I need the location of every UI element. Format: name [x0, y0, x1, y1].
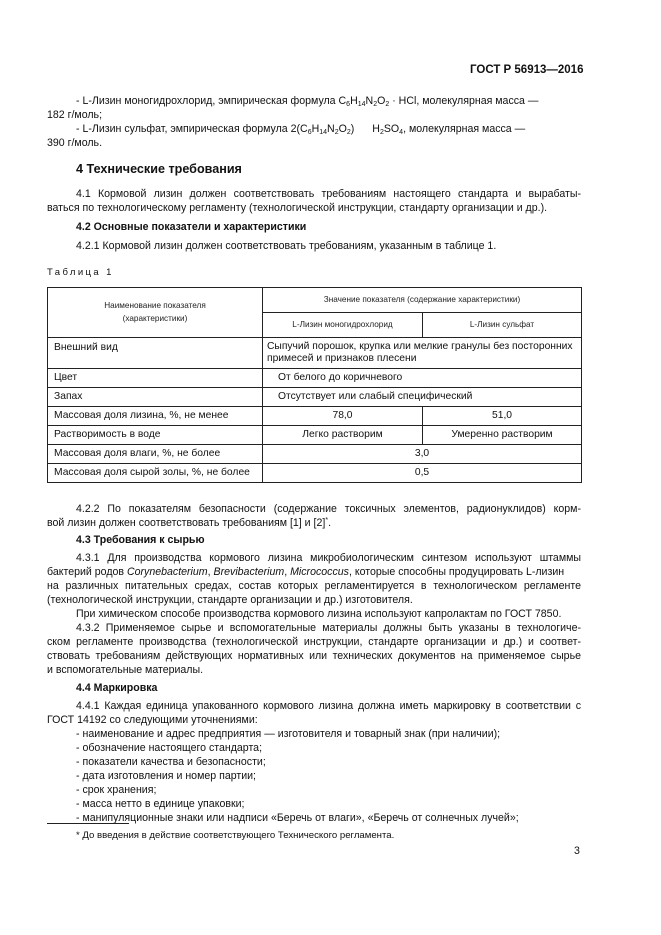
list-item: - показатели качества и безопасности; — [76, 756, 266, 768]
paragraph-4-3-1-line3: на различных питательных средах, состав которых регламентируется в технологическом регламенте — [47, 580, 581, 592]
row-value-merged: 0,5 — [263, 464, 582, 483]
list-item: - обозначение настоящего стандарта; — [76, 742, 263, 754]
paragraph-4-3-2-line1: 4.3.2 Применяемое сырье и вспомогательные материалы должны быть указаны в технологиче- — [76, 622, 581, 634]
row-name: Внешний вид — [48, 338, 263, 369]
row-name: Растворимость в воде — [48, 426, 263, 445]
table-header-row — [48, 288, 582, 313]
row-value-monohydrochloride: Легко растворим — [263, 426, 423, 445]
table-row — [48, 338, 582, 369]
list-item: - масса нетто в единице упаковки; — [76, 798, 245, 810]
list-item: - наименование и адрес предприятия — изготовителя и товарный знак (при наличии); — [76, 728, 501, 740]
footnote: * До введения в действие соответствующего Технического регламента. — [76, 830, 395, 841]
row-value-merged: От белого до коричневого — [263, 369, 582, 388]
row-name: Массовая доля влаги, %, не более — [48, 445, 263, 464]
table-row — [48, 464, 582, 483]
row-name: Цвет — [48, 369, 263, 388]
formula-lysine-hcl-mass: 182 г/моль; — [47, 109, 103, 121]
table-row — [48, 369, 582, 388]
paragraph-4-3-1-line2: бактерий родов Corynebacterium, Brevibacterium, Micrococcus, которые способны продуцировать L-лизин — [47, 566, 565, 578]
header-col-sulfate: L-Лизин сульфат — [423, 313, 582, 338]
paragraph-4-3-2-line3: ствовать требованиям действующих нормативных или технических документов на применяемое сырье — [47, 650, 581, 662]
formula-lysine-sulfate-mass: 390 г/моль. — [47, 137, 103, 149]
row-value-sulfate: 51,0 — [423, 407, 582, 426]
paragraph-4-3-1-line5: При химическом способе производства кормового лизина используют капролактам по ГОСТ 7850. — [76, 608, 562, 620]
row-name: Массовая доля лизина, %, не менее — [48, 407, 263, 426]
section-4-2-title: 4.2 Основные показатели и характеристики — [76, 221, 307, 233]
paragraph-4-1-line1: 4.1 Кормовой лизин должен соответствовать требованиям настоящего стандарта и вырабаты- — [76, 188, 581, 200]
paragraph-4-2-2-line1: 4.2.2 По показателям безопасности (содержание токсичных элементов, радионуклидов) корм- — [76, 503, 581, 515]
paragraph-4-4-1-line1: 4.4.1 Каждая единица упакованного кормового лизина должна иметь маркировку в соответствии с — [76, 700, 581, 712]
footnote-divider — [47, 823, 129, 824]
paragraph-4-4-1-line2: ГОСТ 14192 со следующими уточнениями: — [47, 714, 258, 726]
section-4-3-title: 4.3 Требования к сырью — [76, 534, 205, 546]
table-row — [48, 445, 582, 464]
header-col-monohydrochloride: L-Лизин моногидрохлорид — [263, 313, 423, 338]
paragraph-4-2-2-line2: вой лизин должен соответствовать требованиям [1] и [2]*. — [47, 517, 332, 529]
list-item: - манипуляционные знаки или надписи «Беречь от влаги», «Беречь от солнечных лучей»; — [76, 812, 519, 824]
paragraph-4-3-1-line4: (технологической инструкции, стандарте организации и др.) изготовителя. — [47, 594, 413, 606]
section-4-4-title: 4.4 Маркировка — [76, 682, 158, 694]
row-value-merged: Сыпучий порошок, крупка или мелкие гранулы без посторонних примесей и признаков плесени — [263, 338, 582, 369]
page-number: 3 — [574, 845, 580, 857]
row-name: Массовая доля сырой золы, %, не более — [48, 464, 263, 483]
row-value-merged: Отсутствует или слабый специфический — [263, 388, 582, 407]
header-indicator-value: Значение показателя (содержание характеристики) — [263, 288, 582, 313]
formula-lysine-hcl: - L-Лизин моногидрохлорид, эмпирическая формула $C_6H_{14}N_2O_2$ · HCl, молекулярная масса — — [76, 95, 539, 108]
row-value-sulfate: Умеренно растворим — [423, 426, 582, 445]
table-row — [48, 407, 582, 426]
footnote-marker: * — [325, 517, 329, 524]
row-value-merged: 3,0 — [263, 445, 582, 464]
header-indicator-name: Наименование показателя (характеристики) — [48, 288, 263, 338]
list-item: - дата изготовления и номер партии; — [76, 770, 257, 782]
document-id: ГОСТ Р 56913—2016 — [470, 64, 584, 76]
list-item: - срок хранения; — [76, 784, 157, 796]
row-value-monohydrochloride: 78,0 — [263, 407, 423, 426]
section-4-title: 4 Технические требования — [76, 162, 242, 176]
table-row — [48, 388, 582, 407]
paragraph-4-3-2-line4: и вспомогательные материалы. — [47, 664, 204, 676]
paragraph-4-3-2-line2: ском регламенте производства (технологической инструкции, стандарте организации и др.) и соответ- — [47, 636, 581, 648]
paragraph-4-2-1: 4.2.1 Кормовой лизин должен соответствовать требованиям, указанным в таблице 1. — [76, 240, 497, 252]
table-row — [48, 426, 582, 445]
row-name: Запах — [48, 388, 263, 407]
formula-lysine-sulfate: - L-Лизин сульфат, эмпирическая формула $2(C_6H_{14}N_2O_2)$ $H_2SO_4$, молекулярная масса — — [76, 123, 526, 136]
requirements-table — [47, 287, 582, 483]
paragraph-4-3-1-line1: 4.3.1 Для производства кормового лизина микробиологическим синтезом используют штаммы — [76, 552, 581, 564]
table-caption: Таблица 1 — [47, 267, 114, 278]
paragraph-4-1-line2: ваться по технологическому регламенту (технологической инструкции, стандарту организации и др.). — [47, 202, 548, 214]
